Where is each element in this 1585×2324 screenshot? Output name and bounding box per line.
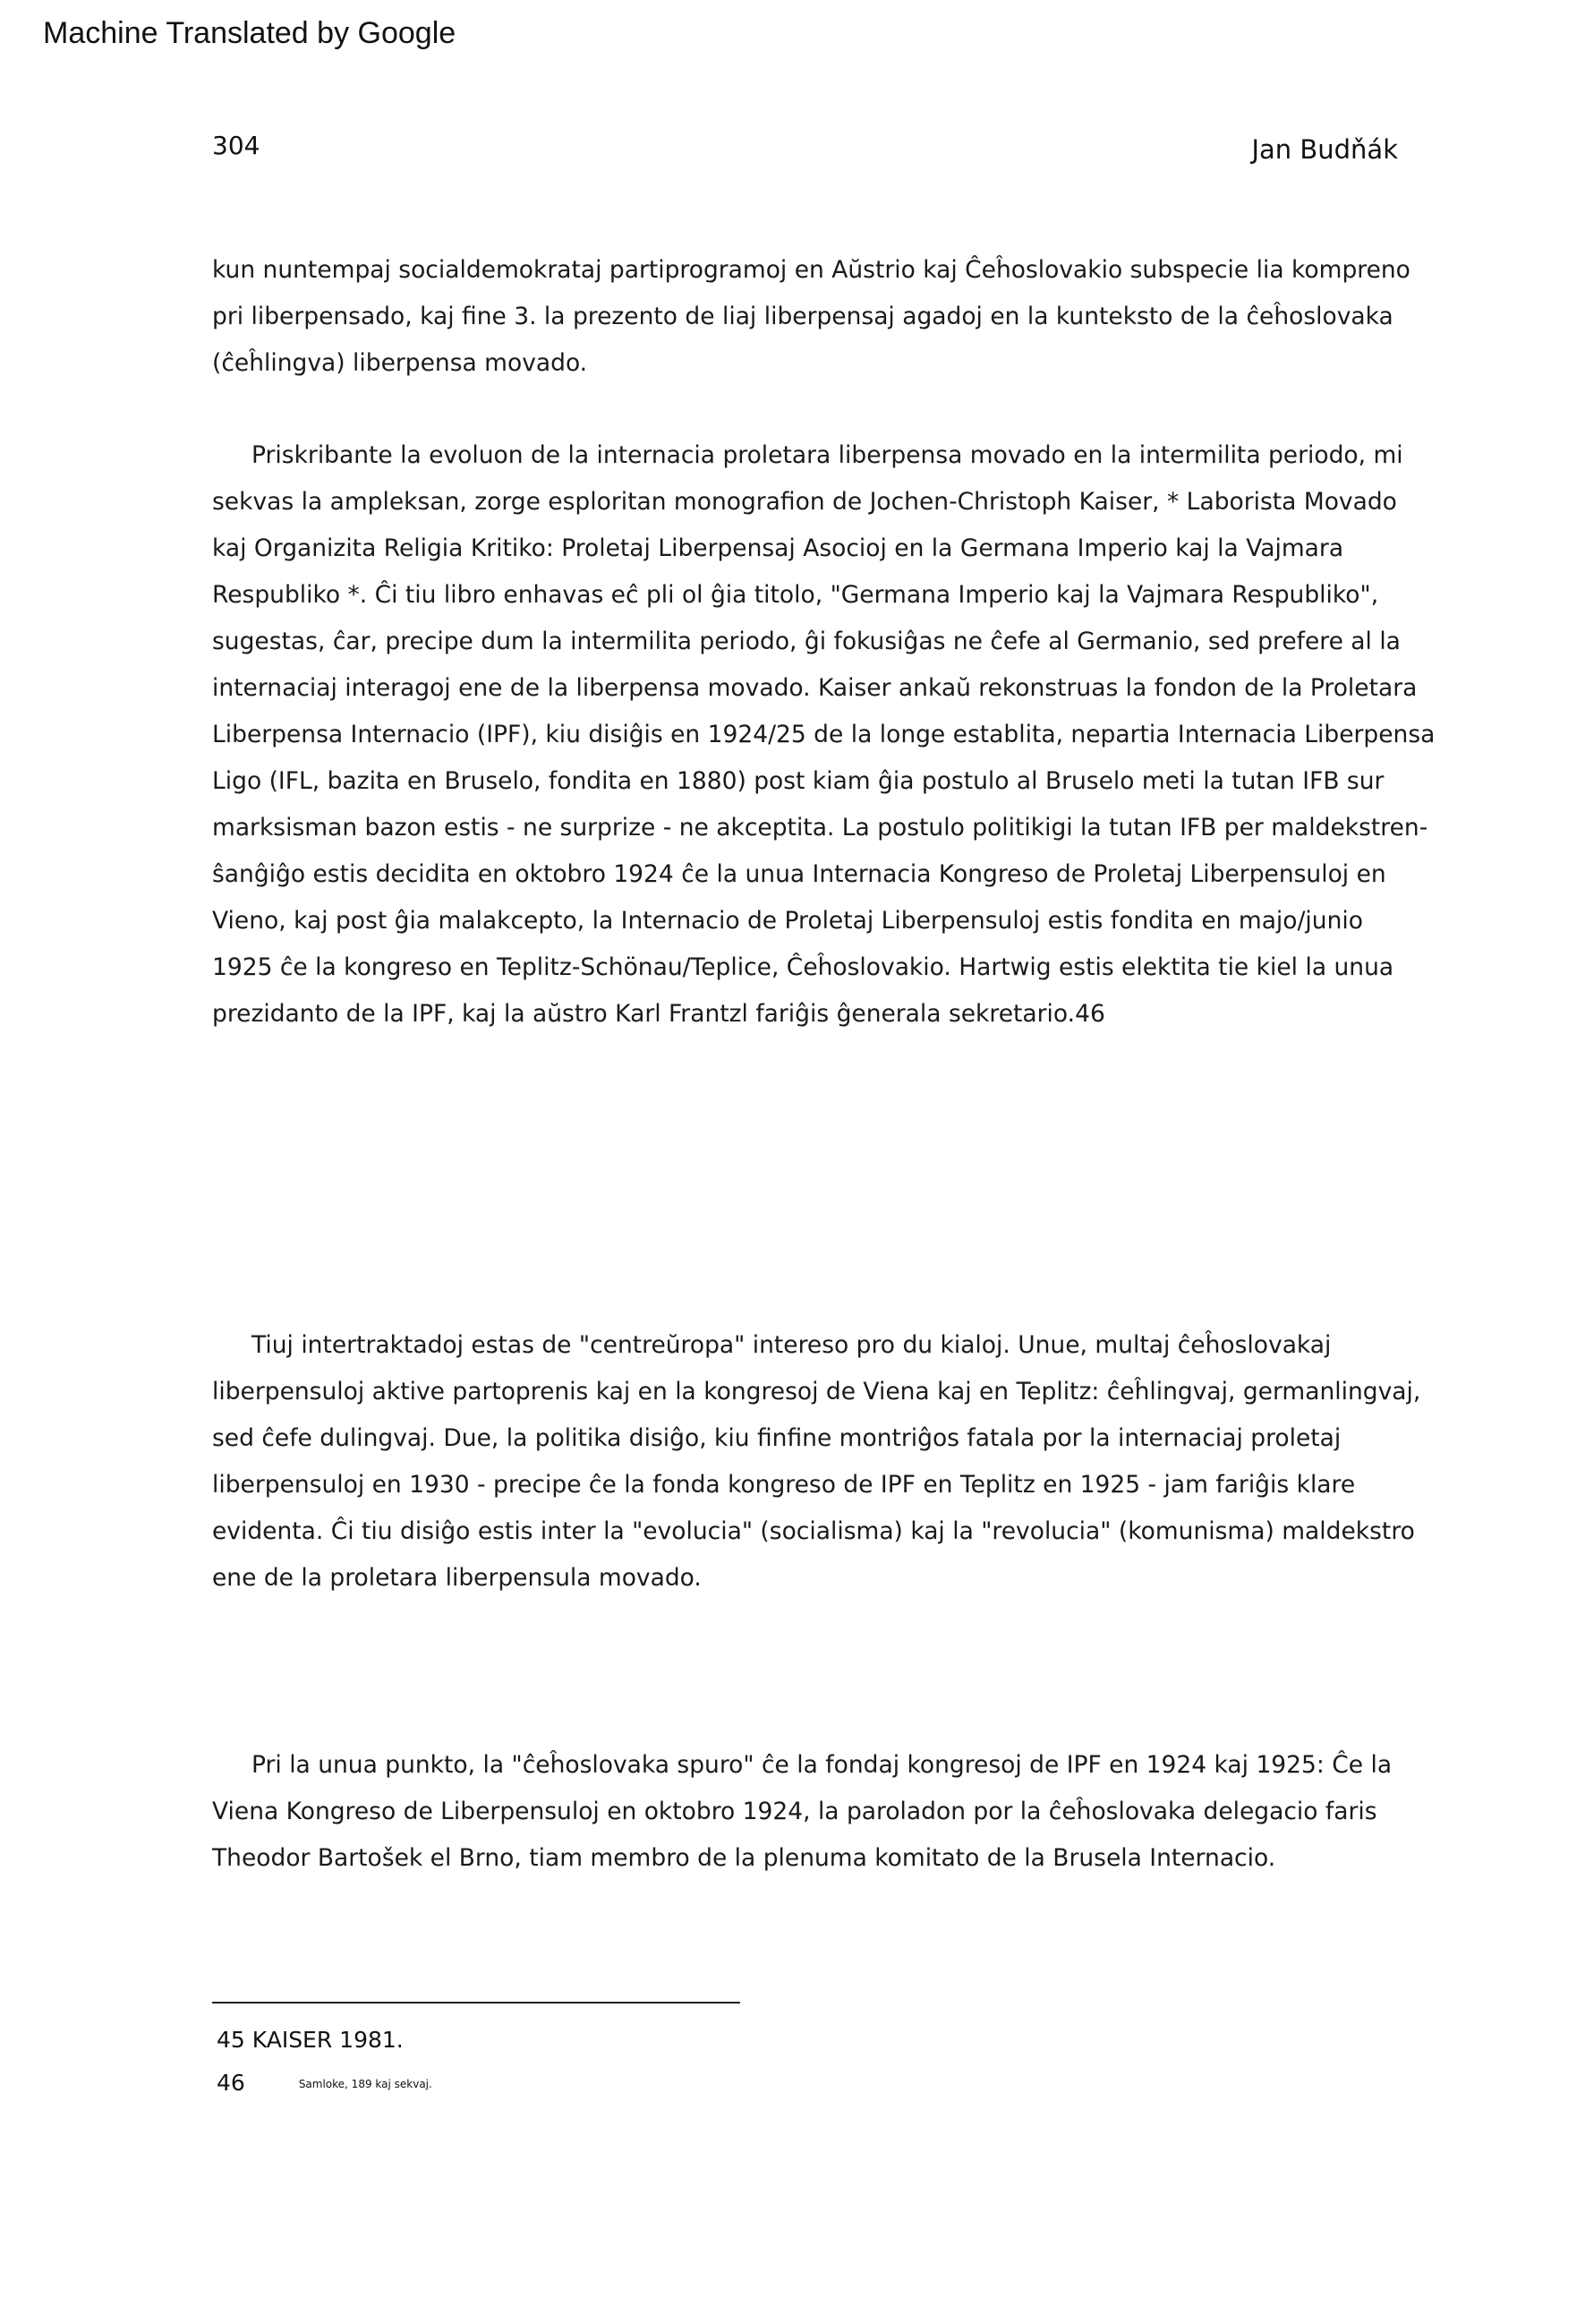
text-line: ene de la proletara liberpensula movado. bbox=[212, 1564, 702, 1592]
text-line: Ligo (IFL, bazita en Bruselo, fondita en 1880) post kiam ĝia postulo al Bruselo meti la tutan IFB sur bbox=[212, 767, 1385, 795]
text-line: Respubliko *. Ĉi tiu libro enhavas eĉ pli ol ĝia titolo, "Germana Imperio kaj la Vajmara Respubliko", bbox=[212, 581, 1379, 609]
text-line: liberpensuloj en 1930 - precipe ĉe la fonda kongreso de IPF en Teplitz en 1925 - jam fariĝis klare bbox=[212, 1471, 1356, 1499]
machine-translation-banner: Machine Translated by Google bbox=[43, 16, 456, 50]
text-line: Priskribante la evoluon de la internacia proletara liberpensa movado en la intermilita periodo, mi bbox=[251, 441, 1403, 469]
text-line: 1925 ĉe la kongreso en Teplitz-Schönau/Teplice, Ĉeĥoslovakio. Hartwig estis elektita tie kiel la unua bbox=[212, 953, 1394, 981]
text-line: kaj Organizita Religia Kritiko: Proletaj Liberpensaj Asocioj en la Germana Imperio kaj la Vajmara bbox=[212, 534, 1344, 562]
text-line: sekvas la ampleksan, zorge esploritan monografion de Jochen-Christoph Kaiser, * Laborista Movado bbox=[212, 488, 1397, 516]
footnote-46-number: 46 bbox=[217, 2070, 245, 2096]
text-line: Viena Kongreso de Liberpensuloj en oktobro 1924, la paroladon por la ĉeĥoslovaka delegacio faris bbox=[212, 1798, 1377, 1825]
text-line: evidenta. Ĉi tiu disiĝo estis inter la "evolucia" (socialisma) kaj la "revolucia" (komunisma) maldekstro bbox=[212, 1517, 1415, 1545]
text-line: Tiuj intertraktadoj estas de "centreŭropa" intereso pro du kialoj. Unue, multaj ĉeĥoslovakaj bbox=[251, 1331, 1332, 1359]
text-line: Vieno, kaj post ĝia malakcepto, la Internacio de Proletaj Liberpensuloj estis fondita en majo/junio bbox=[212, 907, 1363, 935]
text-line: Liberpensa Internacio (IPF), kiu disiĝis en 1924/25 de la longe establita, nepartia Internacia Liberpensa bbox=[212, 721, 1436, 748]
text-line: internaciaj interagoj ene de la liberpensa movado. Kaiser ankaŭ rekonstruas la fondon de la Proletara bbox=[212, 674, 1418, 702]
text-line: liberpensuloj aktive partoprenis kaj en la kongresoj de Viena kaj en Teplitz: ĉeĥlingvaj, germanlingvaj, bbox=[212, 1378, 1421, 1406]
text-line: pri liberpensado, kaj fine 3. la prezento de liaj liberpensaj agadoj en la kunteksto de la ĉeĥoslovaka bbox=[212, 303, 1393, 330]
footnote-46 bbox=[217, 2070, 432, 2096]
text-line: kun nuntempaj socialdemokrataj partiprogramoj en Aŭstrio kaj Ĉeĥoslovakio subspecie lia kompreno bbox=[212, 256, 1410, 284]
text-line: sed ĉefe dulingvaj. Due, la politika disiĝo, kiu finfine montriĝos fatala por la internaciaj proletaj bbox=[212, 1424, 1342, 1452]
footnote-46-text: Samloke, 189 kaj sekvaj. bbox=[298, 2078, 432, 2090]
text-line: marksisman bazon estis - ne surprize - ne akceptita. La postulo politikigi la tutan IFB per maldekstren- bbox=[212, 814, 1428, 842]
text-line: prezidanto de la IPF, kaj la aŭstro Karl Frantzl fariĝis ĝenerala sekretario.46 bbox=[212, 1000, 1105, 1028]
paragraph-intro-continuation bbox=[212, 247, 1410, 387]
page-number: 304 bbox=[212, 131, 260, 160]
paragraph-kaiser-monograph bbox=[212, 432, 1435, 1038]
text-line: sugestas, ĉar, precipe dum la intermilita periodo, ĝi fokusiĝas ne ĉefe al Germanio, sed prefere al la bbox=[212, 628, 1401, 655]
text-line: ŝanĝiĝo estis decidita en oktobro 1924 ĉe la unua Internacia Kongreso de Proletaj Liberpensuloj en bbox=[212, 860, 1386, 888]
footnote-45: 45 KAISER 1981. bbox=[217, 2027, 404, 2053]
running-header-author: Jan Budňák bbox=[1251, 134, 1398, 165]
paragraph-czechoslovak-trace bbox=[212, 1742, 1392, 1882]
paragraph-central-european-interest bbox=[212, 1322, 1420, 1602]
text-line: Pri la unua punkto, la "ĉeĥoslovaka spuro" ĉe la fondaj kongresoj de IPF en 1924 kaj 1925: Ĉe la bbox=[251, 1751, 1393, 1779]
footnote-separator bbox=[212, 2002, 740, 2004]
text-line: (ĉeĥlingva) liberpensa movado. bbox=[212, 349, 588, 377]
text-line: Theodor Bartošek el Brno, tiam membro de la plenuma komitato de la Brusela Internacio. bbox=[212, 1844, 1276, 1872]
